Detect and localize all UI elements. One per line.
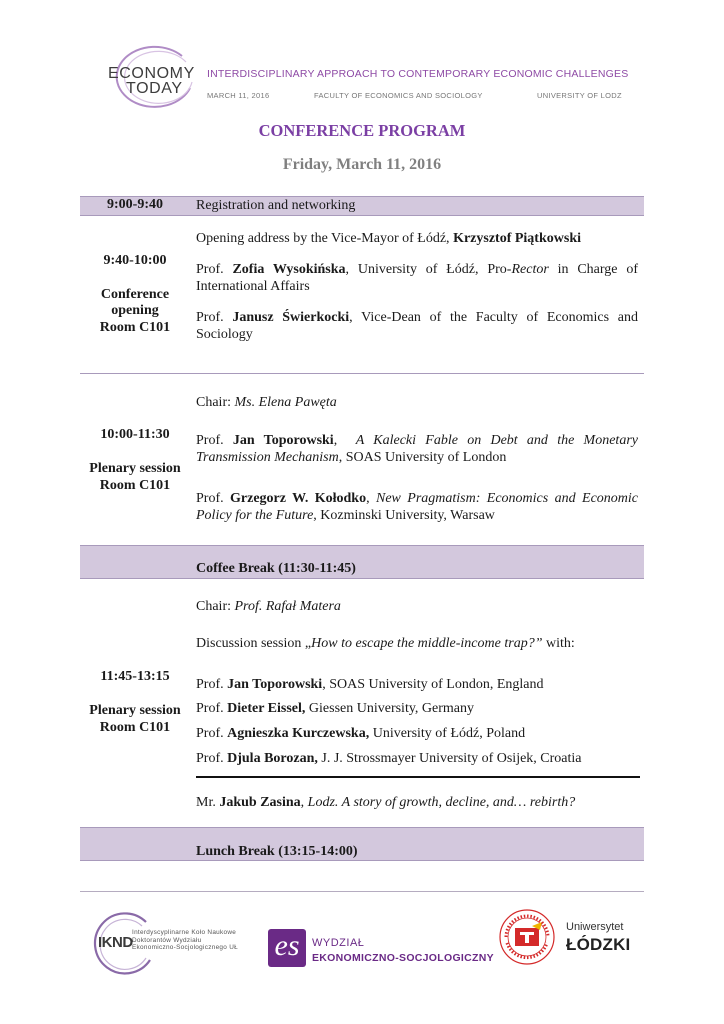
panelist-affiliation: Giessen University, Germany: [305, 701, 475, 716]
university-seal-icon: [498, 908, 556, 966]
talk-title: New Pragmatism: Economics and Economic Policy for the Future: [196, 491, 638, 523]
speaker-prefix: Mr.: [196, 795, 220, 810]
registration-time: 9:00-9:40: [107, 197, 163, 212]
conference-faculty: FACULTY OF ECONOMICS AND SOCIOLOGY: [314, 91, 483, 100]
speaker-name: Jakub Zasina: [219, 795, 301, 810]
panelist-name: Dieter Eissel,: [227, 701, 306, 716]
conference-title: INTERDISCIPLINARY APPROACH TO CONTEMPORARY ECONOMIC CHALLENGES: [207, 68, 629, 80]
panelist-affiliation: J. J. Strossmayer University of Osijek, Croatia: [317, 751, 582, 766]
separator: ,: [366, 491, 376, 506]
economy-today-logo: [108, 66, 195, 96]
row-divider: [80, 373, 644, 374]
speaker-name: Zofia Wysokińska: [232, 262, 346, 277]
discussion-title: How to escape the middle-income trap?”: [311, 636, 543, 651]
chair-name: Prof. Rafał Matera: [234, 599, 341, 614]
panelist: [196, 750, 638, 767]
speaker-role: Rector: [511, 262, 549, 277]
speaker-prefix: Prof.: [196, 491, 231, 506]
panelist-affiliation: University of Łódź, Poland: [369, 726, 526, 741]
separator: ,: [300, 795, 308, 810]
panel-separator: [196, 776, 640, 778]
opening-type: Conference opening: [100, 287, 170, 318]
speaker-affiliation: , SOAS University of London: [338, 450, 507, 465]
panelist-prefix: Prof.: [196, 751, 228, 766]
speaker-affiliation: , Vice-Dean of the Faculty of Economics and Sociology: [196, 310, 638, 342]
wydzial-logo-mark: es: [268, 929, 306, 967]
university-label: Uniwersytet: [566, 921, 624, 933]
opening-address-text: Opening address by the Vice-Mayor of Łódź,: [196, 231, 454, 246]
panelist-prefix: Prof.: [196, 701, 228, 716]
chair-label: Chair:: [196, 599, 235, 614]
panelist-name: Djula Borozan,: [227, 751, 318, 766]
opening-speaker-3: [196, 309, 638, 343]
plenary1-talk-1: [196, 432, 638, 466]
panelist: [196, 725, 638, 742]
panelist-name: Agnieszka Kurczewska,: [227, 726, 370, 741]
chair-label: Chair:: [196, 395, 235, 410]
chair-name: Ms. Elena Pawęta: [234, 395, 337, 410]
iknd-logo: IKND: [98, 934, 133, 951]
discussion-with: with:: [542, 636, 575, 651]
speaker-prefix: Prof.: [196, 262, 233, 277]
lunch-break-text: Lunch Break (13:15-14:00): [196, 844, 358, 859]
registration-text: Registration and networking: [196, 198, 356, 213]
panelist-affiliation: , SOAS University of London, England: [322, 677, 544, 692]
closing-talk: [196, 794, 638, 811]
speaker-affiliation-rest: in Charge of International Affairs: [196, 262, 638, 294]
university-name: ŁÓDZKI: [566, 935, 631, 954]
panelist-name: Jan Toporowski: [227, 677, 323, 692]
iknd-desc-line-3: Ekonomiczno-Socjologicznego UŁ: [132, 944, 238, 951]
program-title: CONFERENCE PROGRAM: [258, 121, 466, 140]
discussion-session: [196, 635, 638, 652]
plenary2-type: Plenary session: [89, 703, 181, 718]
discussion-label: Discussion session „: [196, 636, 312, 651]
logo-line-2: TODAY: [126, 80, 183, 97]
plenary1-type: Plenary session: [89, 461, 181, 476]
opening-address: [196, 230, 638, 247]
iknd-desc-line-2: Doktorantów Wydziału: [132, 936, 202, 944]
wydzial-label: WYDZIAŁ: [312, 937, 365, 949]
plenary1-room: Room C101: [99, 478, 171, 493]
panelist-prefix: Prof.: [196, 677, 228, 692]
plenary2-room: Room C101: [99, 720, 171, 735]
iknd-description: [132, 929, 238, 952]
speaker-affiliation: , Kozminski University, Warsaw: [313, 508, 495, 523]
plenary1-chair: [196, 394, 638, 411]
opening-time: 9:40-10:00: [103, 253, 167, 268]
opening-speaker-2: [196, 261, 638, 295]
opening-room: Room C101: [99, 320, 171, 335]
logo-line-1: ECONOMY: [108, 65, 195, 82]
wydzial-name: EKONOMICZNO-SOCJOLOGICZNY: [312, 952, 494, 964]
iknd-desc-line-1: Interdyscyplinarne Koło Naukowe: [132, 929, 237, 936]
speaker-prefix: Prof.: [196, 433, 233, 448]
speaker-prefix: Prof.: [196, 310, 233, 325]
talk-title: A Kalecki Fable on Debt and the Monetary Transmission Mechanism: [196, 433, 638, 465]
program-day: Friday, March 11, 2016: [282, 156, 442, 173]
talk-title: Lodz. A story of growth, decline, and… rebirth?: [307, 795, 576, 810]
speaker-affiliation: , University of Łódź, Pro-: [345, 262, 512, 277]
coffee-break-text: Coffee Break (11:30-11:45): [196, 561, 356, 576]
panelist-prefix: Prof.: [196, 726, 228, 741]
speaker-name: Jan Toporowski: [232, 433, 334, 448]
separator: ,: [333, 433, 356, 448]
speaker-name: Grzegorz W. Kołodko: [230, 491, 367, 506]
plenary1-time: 10:00-11:30: [100, 427, 170, 442]
vice-mayor-name: Krzysztof Piątkowski: [453, 231, 581, 246]
conference-date: MARCH 11, 2016: [207, 91, 270, 100]
footer-divider: [80, 891, 644, 892]
speaker-name: Janusz Świerkocki: [232, 310, 350, 325]
plenary2-chair: [196, 598, 638, 615]
conference-university: UNIVERSITY OF LODZ: [537, 91, 622, 100]
panelist: [196, 700, 638, 717]
plenary1-talk-2: [196, 490, 638, 524]
panelist: [196, 676, 638, 693]
plenary2-time: 11:45-13:15: [100, 669, 170, 684]
